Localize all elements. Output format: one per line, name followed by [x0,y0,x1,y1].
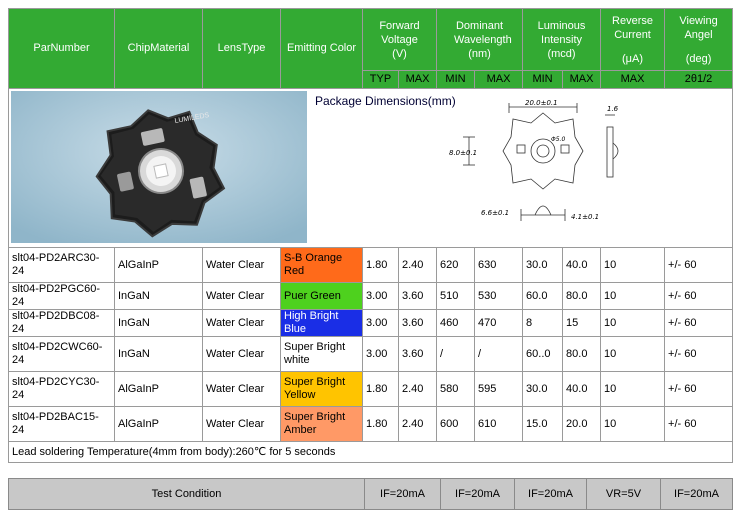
cell-lens-type: Water Clear [203,248,281,283]
viewing-angle-unit: (deg) [685,52,712,65]
package-dimensions-title: Package Dimensions(mm) [315,94,456,108]
cell-iv-min: 30.0 [523,372,563,407]
color-swatch-cell: Super Bright white [281,337,363,372]
cell-viewing-angle: +/- 60 [665,248,733,283]
cell-lens-type: Water Clear [203,310,281,337]
cell-wl-min: 620 [437,248,475,283]
table-row [9,248,733,283]
note-row [9,442,733,463]
subheader-iv-max: MAX [563,71,601,89]
table-row [9,283,733,310]
package-section [9,89,733,248]
cell-part-number: slt04-PD2CYC30-24 [9,372,115,407]
cell-lens-type: Water Clear [203,372,281,407]
cell-ir-max: 10 [601,407,665,442]
cell-ir-max: 10 [601,283,665,310]
cell-ir-max: 10 [601,310,665,337]
led-spec-table [8,8,733,463]
header-luminous-intensity [523,9,601,71]
header-part-number: ParNumber [9,9,115,89]
header-viewing-angle [665,9,733,71]
cell-vf-max: 2.40 [399,407,437,442]
reverse-current-unit: (μA) [622,52,644,65]
table-row [9,372,733,407]
luminous-intensity-label: Luminous Intensity [537,19,586,46]
dim-thickness-label: 1.6 [607,105,619,113]
package-dimension-drawing [449,99,649,234]
table-row [9,407,733,442]
header-lens-type: LensType [203,9,281,89]
dominant-wavelength-unit: (nm) [468,47,491,60]
cell-chip-material: AlGaInP [115,248,203,283]
header-reverse-current [601,9,665,71]
cell-ir-max: 10 [601,372,665,407]
cell-wl-min: 600 [437,407,475,442]
subheader-ir-max: MAX [601,71,665,89]
cell-chip-material: InGaN [115,283,203,310]
dim-lens-label: Φ5.0 [551,136,566,143]
cell-wl-min: 510 [437,283,475,310]
cell-viewing-angle: +/- 60 [665,337,733,372]
cell-viewing-angle: +/- 60 [665,372,733,407]
cell-vf-max: 3.60 [399,283,437,310]
luminous-intensity-unit: (mcd) [547,47,576,60]
cell-vf-typ: 1.80 [363,248,399,283]
cell-wl-min: 580 [437,372,475,407]
dim-width-label: 20.0±0.1 [525,99,558,107]
data-rows [9,248,733,442]
cell-vf-typ: 3.00 [363,310,399,337]
cell-part-number: slt04-PD2CWC60-24 [9,337,115,372]
subheader-iv-min: MIN [523,71,563,89]
table-row [9,310,733,337]
cell-lens-type: Water Clear [203,337,281,372]
cell-vf-typ: 1.80 [363,407,399,442]
test-condition-vf: IF=20mA [365,479,441,510]
cell-wl-max: 610 [475,407,523,442]
led-product-photo [11,91,307,243]
forward-voltage-label: Forward Voltage [379,19,420,46]
cell-vf-max: 2.40 [399,372,437,407]
cell-iv-max: 40.0 [563,248,601,283]
test-condition-iv: IF=20mA [515,479,587,510]
soldering-note: Lead soldering Temperature(4mm from body):260℃ for 5 seconds [9,442,733,463]
cell-iv-max: 15 [563,310,601,337]
cell-lens-type: Water Clear [203,407,281,442]
cell-iv-min: 60..0 [523,337,563,372]
cell-wl-max: 595 [475,372,523,407]
cell-iv-min: 30.0 [523,248,563,283]
cell-vf-typ: 3.00 [363,283,399,310]
test-condition-label: Test Condition [9,479,365,510]
color-swatch-cell: S-B Orange Red [281,248,363,283]
subheader-wl-max: MAX [475,71,523,89]
cell-chip-material: InGaN [115,310,203,337]
cell-iv-min: 15.0 [523,407,563,442]
color-swatch-cell: Super Bright Yellow [281,372,363,407]
reverse-current-label: Reverse Current [612,14,654,41]
cell-part-number: slt04-PD2PGC60-24 [9,283,115,310]
cell-part-number: slt04-PD2BAC15-24 [9,407,115,442]
test-condition-table [8,478,733,510]
cell-wl-max: 630 [475,248,523,283]
led-star-image [11,91,307,243]
test-condition-row [9,479,733,510]
cell-iv-min: 8 [523,310,563,337]
cell-wl-max: 530 [475,283,523,310]
cell-part-number: slt04-PD2DBC08-24 [9,310,115,337]
forward-voltage-unit: (V) [392,47,407,60]
cell-wl-min: 460 [437,310,475,337]
cell-wl-max: / [475,337,523,372]
test-condition-ir: VR=5V [587,479,661,510]
dim-side-a-label: 6.6±0.1 [481,209,510,217]
cell-ir-max: 10 [601,337,665,372]
cell-wl-min: / [437,337,475,372]
package-row [9,89,733,248]
dim-height-label: 8.0±0.1 [449,149,478,157]
cell-viewing-angle: +/- 60 [665,283,733,310]
subheader-vf-max: MAX [399,71,437,89]
header-dominant-wavelength [437,9,523,71]
header-emitting-color: Emitting Color [281,9,363,89]
header-chip-material: ChipMaterial [115,9,203,89]
cell-iv-max: 80.0 [563,337,601,372]
cell-viewing-angle: +/- 60 [665,407,733,442]
dominant-wavelength-label: Dominant Wavelength [454,19,512,46]
subheader-angle: 2θ1/2 [665,71,733,89]
color-swatch-cell: Super Bright Amber [281,407,363,442]
subheader-wl-min: MIN [437,71,475,89]
photo-brand-text: LUMILEDS [174,111,210,125]
viewing-angle-label: Viewing Angel [679,14,718,41]
cell-part-number: slt04-PD2ARC30-24 [9,248,115,283]
color-swatch-cell: Puer Green [281,283,363,310]
cell-vf-max: 2.40 [399,248,437,283]
cell-viewing-angle: +/- 60 [665,310,733,337]
test-condition-angle: IF=20mA [661,479,733,510]
cell-vf-typ: 1.80 [363,372,399,407]
cell-chip-material: InGaN [115,337,203,372]
subheader-vf-typ: TYP [363,71,399,89]
table-row [9,337,733,372]
cell-iv-max: 40.0 [563,372,601,407]
dim-side-b-label: 4.1±0.1 [571,213,600,221]
test-condition-wl: IF=20mA [441,479,515,510]
cell-iv-min: 60.0 [523,283,563,310]
cell-vf-typ: 3.00 [363,337,399,372]
header-forward-voltage [363,9,437,71]
cell-vf-max: 3.60 [399,337,437,372]
cell-chip-material: AlGaInP [115,372,203,407]
header-row [9,9,733,71]
cell-wl-max: 470 [475,310,523,337]
cell-chip-material: AlGaInP [115,407,203,442]
cell-lens-type: Water Clear [203,283,281,310]
cell-iv-max: 80.0 [563,283,601,310]
cell-iv-max: 20.0 [563,407,601,442]
cell-vf-max: 3.60 [399,310,437,337]
cell-ir-max: 10 [601,248,665,283]
color-swatch-cell: High Bright Blue [281,310,363,337]
